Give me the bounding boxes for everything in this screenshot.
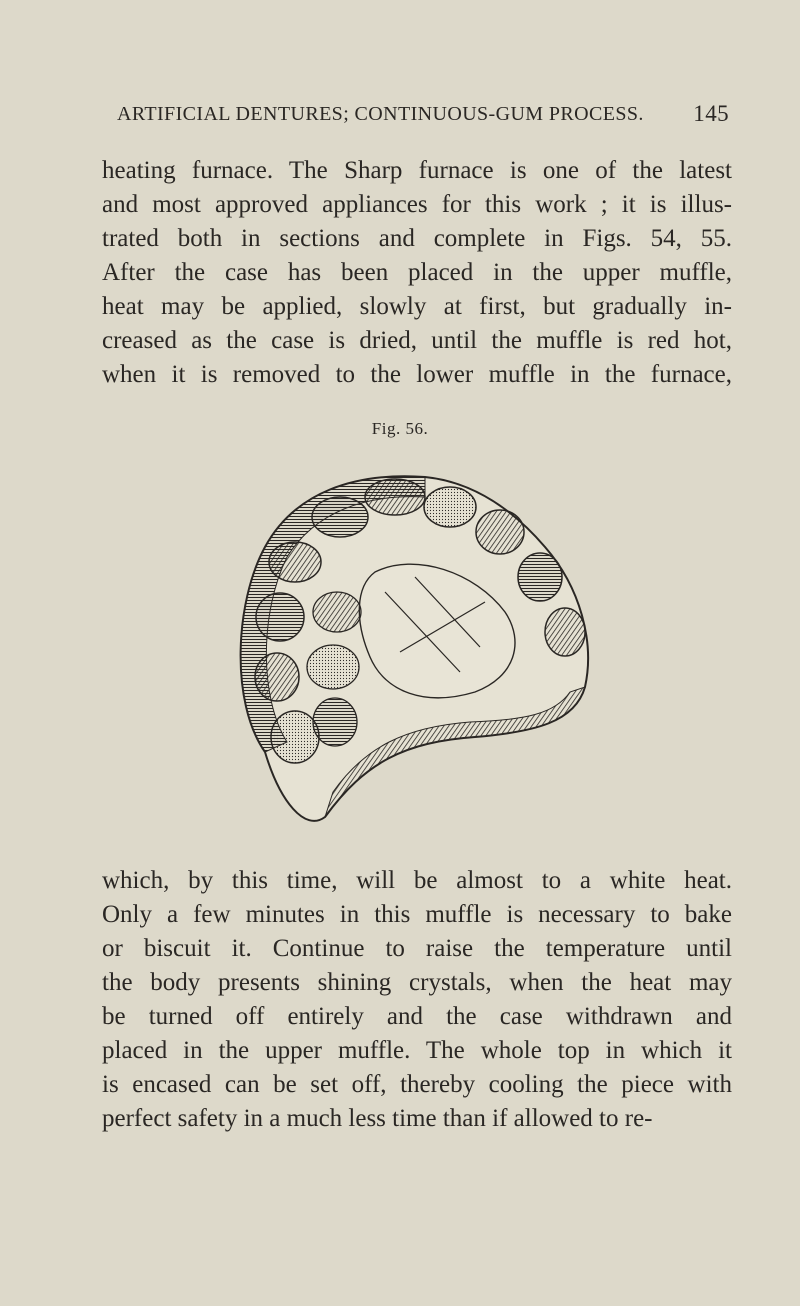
text-line: perfect safety in a much less time than if allowed to re- xyxy=(102,1105,653,1132)
text-line: the body presents shining crystals, when the heat may xyxy=(102,969,732,996)
text-line: creased as the case is dried, until the muffle is red hot, xyxy=(102,327,732,354)
text-line: is encased can be set off, thereby cooling the piece with xyxy=(102,1071,732,1098)
paragraph-bottom xyxy=(102,864,732,1136)
text-line: and most approved appliances for this work ; it is illus- xyxy=(102,191,732,218)
text-line: when it is removed to the lower muffle in the furnace, xyxy=(102,361,732,388)
text-line: heating furnace. The Sharp furnace is one of the latest xyxy=(102,157,732,184)
paragraph-top xyxy=(102,154,732,392)
text-line: be turned off entirely and the case withdrawn and xyxy=(102,1003,732,1030)
page-number: 145 xyxy=(693,101,729,126)
text-line: which, by this time, will be almost to a white heat. xyxy=(102,867,732,894)
text-line: heat may be applied, slowly at first, but gradually in- xyxy=(102,293,732,320)
text-line: Only a few minutes in this muffle is necessary to bake xyxy=(102,901,732,928)
running-title: ARTIFICIAL DENTURES; CONTINUOUS-GUM PROCESS. xyxy=(117,103,644,125)
dental-plate-illustration xyxy=(225,452,615,837)
text-line: or biscuit it. Continue to raise the temperature until xyxy=(102,935,732,962)
running-head xyxy=(117,103,729,133)
text-line: After the case has been placed in the upper muffle, xyxy=(102,259,732,286)
figure-caption: Fig. 56. xyxy=(371,419,429,438)
text-line: trated both in sections and complete in Figs. 54, 55. xyxy=(102,225,732,252)
text-line: placed in the upper muffle. The whole top in which it xyxy=(102,1037,732,1064)
